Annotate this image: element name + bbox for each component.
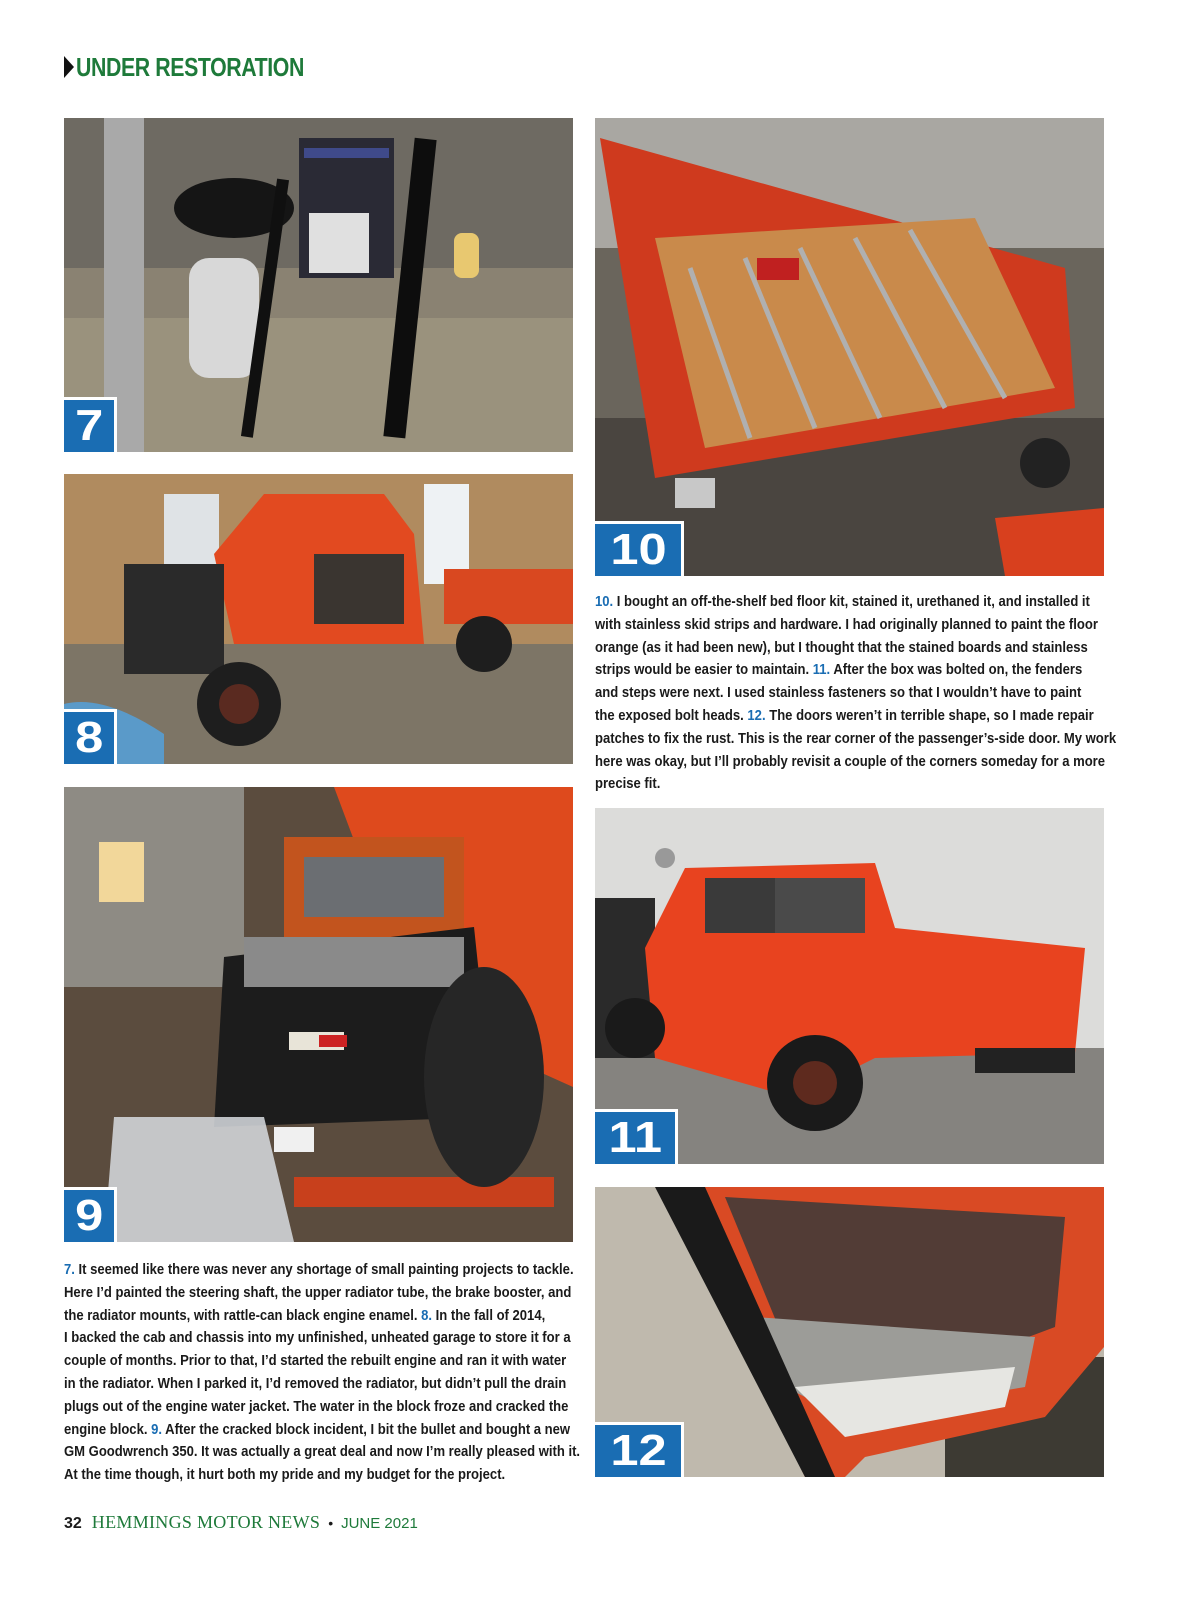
photo-9-image: [64, 787, 573, 1242]
caption-line: [595, 659, 1083, 682]
caption-line: [64, 1373, 567, 1396]
caption-text: Here I’d painted the steering shaft, the upper radiator tube, the brake booster, and: [64, 1283, 572, 1301]
page-footer: [64, 1512, 418, 1536]
caption-text: strips would be easier to maintain.: [595, 661, 813, 679]
caption-text: After the cracked block incident, I bit the bullet and bought a new: [161, 1420, 571, 1438]
figure-reference: 9.: [151, 1420, 162, 1438]
photo-7-image: [64, 118, 573, 452]
figure-reference: 11.: [812, 661, 831, 679]
caption-line: [64, 1327, 571, 1350]
photo-number-badge: 8: [64, 709, 117, 764]
publication-name: HEMMINGS MOTOR NEWS: [91, 1512, 321, 1532]
caption-line: [595, 637, 1088, 660]
triangle-marker-icon: [64, 56, 74, 78]
footer-separator: •: [328, 1515, 334, 1531]
section-header: [64, 52, 354, 82]
photo-9: [64, 787, 573, 1242]
caption-line: [64, 1396, 569, 1419]
caption-line: [595, 773, 1033, 796]
figure-reference: 12.: [747, 706, 766, 724]
caption-text: with stainless skid strips and hardware. I had originally planned to paint the floor: [595, 615, 1098, 633]
caption-line: [595, 591, 1090, 614]
photo-number-badge: 7: [64, 397, 117, 452]
caption-line: [64, 1350, 567, 1373]
caption-text: patches to fix the rust. This is the rear corner of the passenger’s-side door. My work: [595, 729, 1117, 747]
caption-text: plugs out of the engine water jacket. The water in the block froze and cracked the: [64, 1397, 569, 1415]
section-label: UNDER RESTORATION: [76, 51, 304, 82]
photo-7: [64, 118, 573, 452]
figure-reference: 10.: [595, 593, 614, 610]
photo-number-badge: 10: [595, 521, 684, 576]
caption-text: precise fit.: [595, 775, 661, 793]
issue-date: JUNE 2021: [341, 1515, 418, 1532]
caption-text: After the box was bolted on, the fenders: [830, 661, 1083, 679]
photo-11: [595, 808, 1104, 1164]
caption-text: The doors weren’t in terrible shape, so I made repair: [765, 706, 1094, 724]
caption-line: [64, 1282, 572, 1305]
page-number: 32: [64, 1515, 82, 1532]
caption-text: and steps were next. I used stainless fasteners so that I wouldn’t have to paint: [595, 684, 1082, 702]
photo-12: [595, 1187, 1104, 1477]
caption-text: in the radiator. When I parked it, I’d removed the radiator, but didn’t pull the drain: [64, 1374, 567, 1392]
caption-line: [64, 1305, 546, 1328]
caption-text: the exposed bolt heads.: [595, 706, 748, 724]
caption-line: [595, 614, 1098, 637]
caption-photos-10-12: [595, 591, 1117, 796]
caption-line: [595, 682, 1082, 705]
photo-10-image: [595, 118, 1104, 576]
caption-text: orange (as it had been new), but I thought that the stained boards and stainless: [595, 638, 1088, 656]
photo-number-badge: 9: [64, 1187, 117, 1242]
caption-line: [64, 1259, 574, 1282]
figure-reference: 7.: [64, 1261, 75, 1278]
caption-text: I bought an off-the-shelf bed floor kit, stained it, urethaned it, and installed it: [613, 593, 1090, 610]
caption-text: At the time though, it hurt both my pride and my budget for the project.: [64, 1466, 506, 1484]
caption-text: In the fall of 2014,: [431, 1306, 546, 1324]
caption-text: GM Goodwrench 350. It was actually a great deal and now I’m really pleased with it.: [64, 1443, 581, 1461]
caption-text: I backed the cab and chassis into my unfinished, unheated garage to store it for a: [64, 1329, 571, 1347]
caption-line: [64, 1441, 581, 1464]
caption-text: It seemed like there was never any shortage of small painting projects to tackle.: [74, 1261, 574, 1278]
caption-photos-7-9: [64, 1259, 581, 1487]
caption-line: [595, 728, 1117, 751]
caption-line: [595, 705, 1094, 728]
caption-text: engine block.: [64, 1420, 152, 1438]
caption-text: here was okay, but I’ll probably revisit a couple of the corners someday for a more: [595, 752, 1106, 770]
figure-reference: 8.: [421, 1306, 432, 1324]
photo-number-badge: 12: [595, 1422, 684, 1477]
caption-line: [64, 1419, 571, 1442]
caption-text: couple of months. Prior to that, I’d started the rebuilt engine and ran it with water: [64, 1352, 567, 1370]
caption-line: [595, 751, 1106, 774]
photo-number-badge: 11: [595, 1109, 678, 1164]
caption-line: [64, 1464, 506, 1487]
photo-10: [595, 118, 1104, 576]
photo-8-image: [64, 474, 573, 764]
photo-8: [64, 474, 573, 764]
caption-text: the radiator mounts, with rattle-can black engine enamel.: [64, 1306, 422, 1324]
